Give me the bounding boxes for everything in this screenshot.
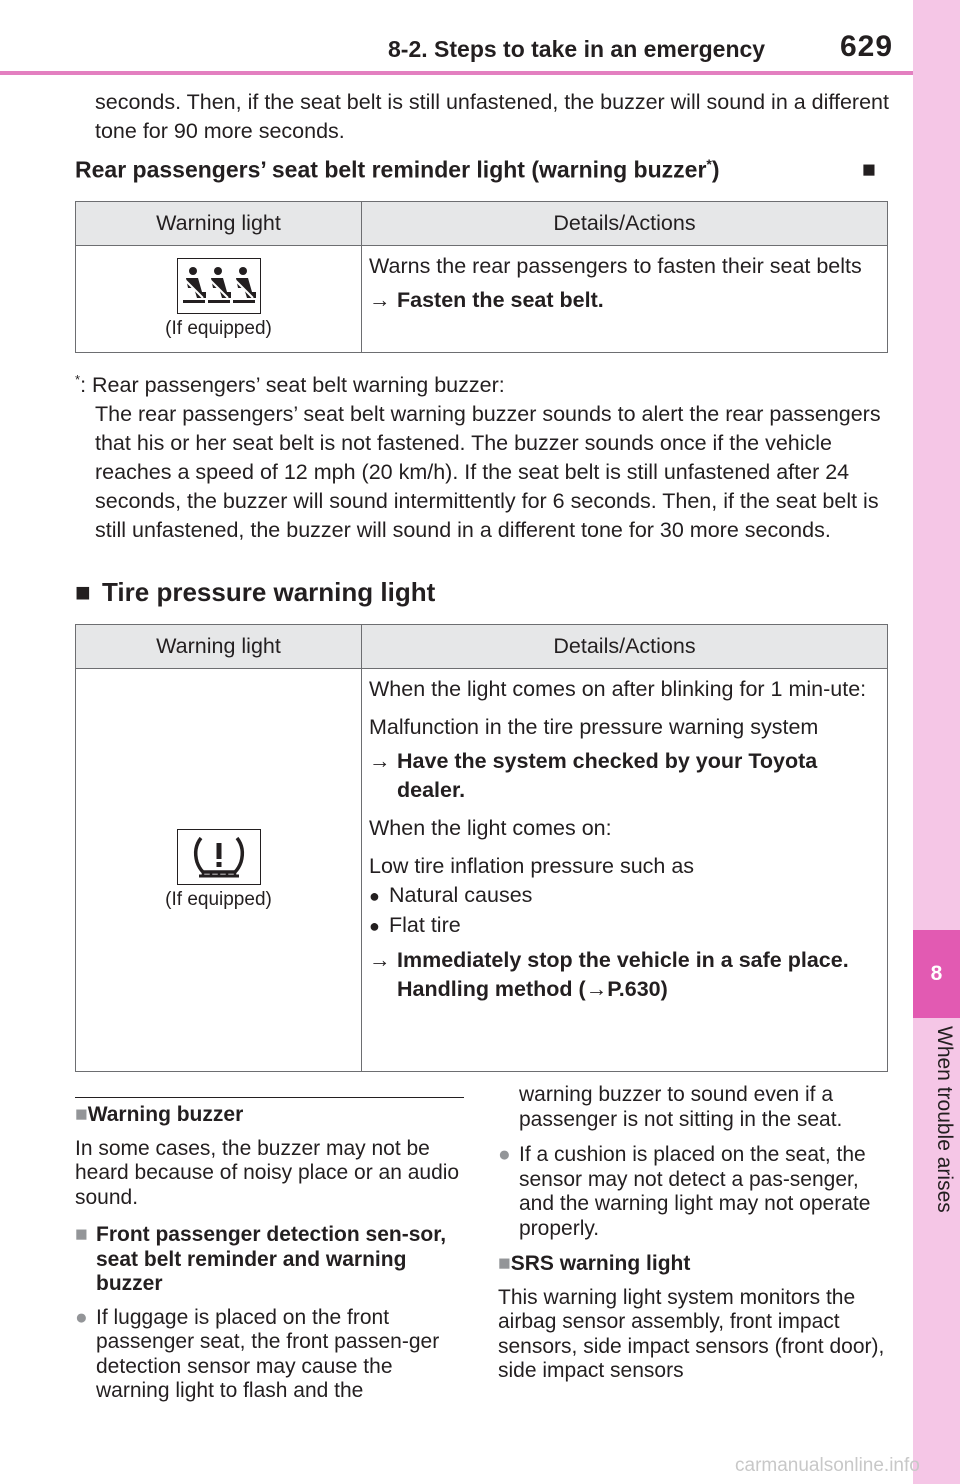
warning-buzzer-text: In some cases, the buzzer may not be heard because of noisy place or an audio sound. bbox=[75, 1136, 460, 1209]
list-item bbox=[369, 881, 881, 911]
tire-action-stop bbox=[369, 946, 881, 975]
front-sensor-heading-text: Front passenger detection sen-sor, seat belt reminder and warning buzzer bbox=[96, 1223, 447, 1295]
arrow-icon: → bbox=[369, 288, 391, 312]
tire-condition-on: When the light comes on: bbox=[369, 816, 612, 840]
continued-text: warning buzzer to sound even if a passenger is not sitting in the seat. bbox=[519, 1083, 843, 1131]
front-sensor-bullet-text: If luggage is placed on the front passenger seat, the front passen-ger detection sensor may cause the warning light to flash and the bbox=[96, 1305, 440, 1402]
tire-malfunction-text: Malfunction in the tire pressure warning system bbox=[369, 715, 819, 739]
arrow-icon: → bbox=[369, 948, 391, 972]
front-sensor-heading bbox=[75, 1223, 467, 1297]
bullet-icon: ● bbox=[498, 1143, 511, 1166]
bullet-icon: ● bbox=[369, 916, 380, 936]
left-notes-column bbox=[75, 1103, 467, 1404]
rear-action-text: Fasten the seat belt. bbox=[397, 288, 604, 312]
rear-heading-star: * bbox=[706, 156, 712, 172]
page-reference-link[interactable]: P.630) bbox=[607, 977, 668, 1001]
bullet-text: Natural causes bbox=[389, 883, 533, 907]
rear-icon-caption: (If equipped) bbox=[165, 318, 272, 339]
tire-condition-blinking: When the light comes on after blinking for 1 min-ute: bbox=[369, 677, 867, 701]
rear-heading-text: Rear passengers’ seat belt reminder light (warning buzzer bbox=[75, 156, 707, 183]
tire-section-heading bbox=[75, 577, 435, 608]
tire-action-stop-text: Immediately stop the vehicle in a safe place. bbox=[397, 948, 849, 972]
tire-table-header-details: Details/Actions bbox=[362, 625, 888, 669]
srs-text: This warning light system monitors the airbag sensor assembly, front impact sensors, side impact sensors (front door), side impact sensors bbox=[498, 1285, 885, 1382]
list-item bbox=[369, 911, 881, 941]
tire-warning-table bbox=[75, 624, 888, 1072]
section-header: 8-2. Steps to take in an emergency bbox=[388, 36, 766, 62]
tire-heading-text: Tire pressure warning light bbox=[102, 577, 436, 607]
bullet-text: Flat tire bbox=[389, 913, 461, 937]
tire-pressure-warning-icon bbox=[177, 829, 261, 885]
rear-action bbox=[369, 286, 881, 315]
front-sensor-bullet bbox=[75, 1306, 467, 1404]
rear-description: Warns the rear passengers to fasten their seat belts bbox=[369, 254, 862, 278]
rear-icon-cell bbox=[76, 246, 362, 353]
tire-handling-method bbox=[369, 975, 881, 1004]
right-notes-column bbox=[498, 1083, 890, 1384]
tire-table-header-light: Warning light bbox=[76, 625, 362, 669]
footnote-body: The rear passengers’ seat belt warning buzzer sounds to alert the rear passengers that his or her seat belt is not fastened. The buzzer sounds once if the vehicle reaches a speed of 12 mph (20 km/h). If the seat belt is still unfastened after 24 seconds, the buzzer will sound intermittently for 6 seconds. Then, if the seat belt is still unfastened, the buzzer will sound in a different tone for 30 more seconds. bbox=[95, 402, 881, 543]
tire-icon-cell bbox=[76, 669, 362, 1072]
tire-action-dealer-text: Have the system checked by your Toyota dealer. bbox=[397, 749, 818, 802]
tire-details-cell bbox=[362, 669, 888, 1072]
rear-table-header-details: Details/Actions bbox=[362, 202, 888, 246]
footnote-star: * bbox=[75, 372, 81, 387]
rear-heading-marker: ■ bbox=[862, 156, 876, 182]
heading-marker: ■ bbox=[75, 1223, 88, 1246]
bullet-icon: ● bbox=[369, 886, 380, 906]
chapter-number: 8 bbox=[930, 962, 943, 985]
warning-buzzer-heading-text: Warning buzzer bbox=[87, 1103, 244, 1126]
chapter-title: When trouble arises bbox=[933, 1026, 956, 1213]
srs-heading bbox=[498, 1252, 890, 1277]
rear-table-header-light: Warning light bbox=[76, 202, 362, 246]
intro-paragraph: seconds. Then, if the seat belt is still unfastened, the buzzer will sound in a different tone for 90 more seconds. bbox=[95, 90, 889, 143]
footnote-lead-text: : Rear passengers’ seat belt warning buzzer: bbox=[80, 373, 505, 398]
rear-section-heading bbox=[75, 156, 720, 184]
arrow-icon: → bbox=[585, 977, 608, 1001]
rear-details-cell bbox=[362, 246, 888, 353]
heading-marker: ■ bbox=[498, 1252, 511, 1275]
srs-heading-text: SRS warning light bbox=[510, 1252, 691, 1275]
rear-heading-end: ) bbox=[711, 156, 720, 183]
header-rule bbox=[0, 71, 913, 75]
page-number: 629 bbox=[840, 30, 894, 63]
tire-low-pressure-text: Low tire inflation pressure such as bbox=[369, 854, 695, 878]
arrow-icon: → bbox=[369, 749, 391, 773]
footnote-lead bbox=[75, 365, 895, 400]
bullet-icon: ● bbox=[75, 1305, 88, 1329]
footnote bbox=[75, 365, 895, 545]
warning-buzzer-heading bbox=[75, 1103, 467, 1128]
handling-method-label: Handling method ( bbox=[397, 977, 586, 1001]
cushion-bullet bbox=[498, 1143, 890, 1241]
rear-seatbelt-warning-icon bbox=[177, 258, 261, 314]
tire-heading-marker: ■ bbox=[75, 577, 91, 607]
notes-divider bbox=[75, 1097, 464, 1098]
rear-warning-table bbox=[75, 201, 888, 353]
tire-icon-caption: (If equipped) bbox=[165, 889, 272, 910]
tire-action-dealer bbox=[369, 747, 881, 805]
cushion-bullet-text: If a cushion is placed on the seat, the sensor may not detect a pas-senger, and the warning light may not operate properly. bbox=[519, 1143, 871, 1240]
watermark: carmanualsonline.info bbox=[735, 1455, 920, 1476]
heading-marker: ■ bbox=[75, 1103, 88, 1126]
